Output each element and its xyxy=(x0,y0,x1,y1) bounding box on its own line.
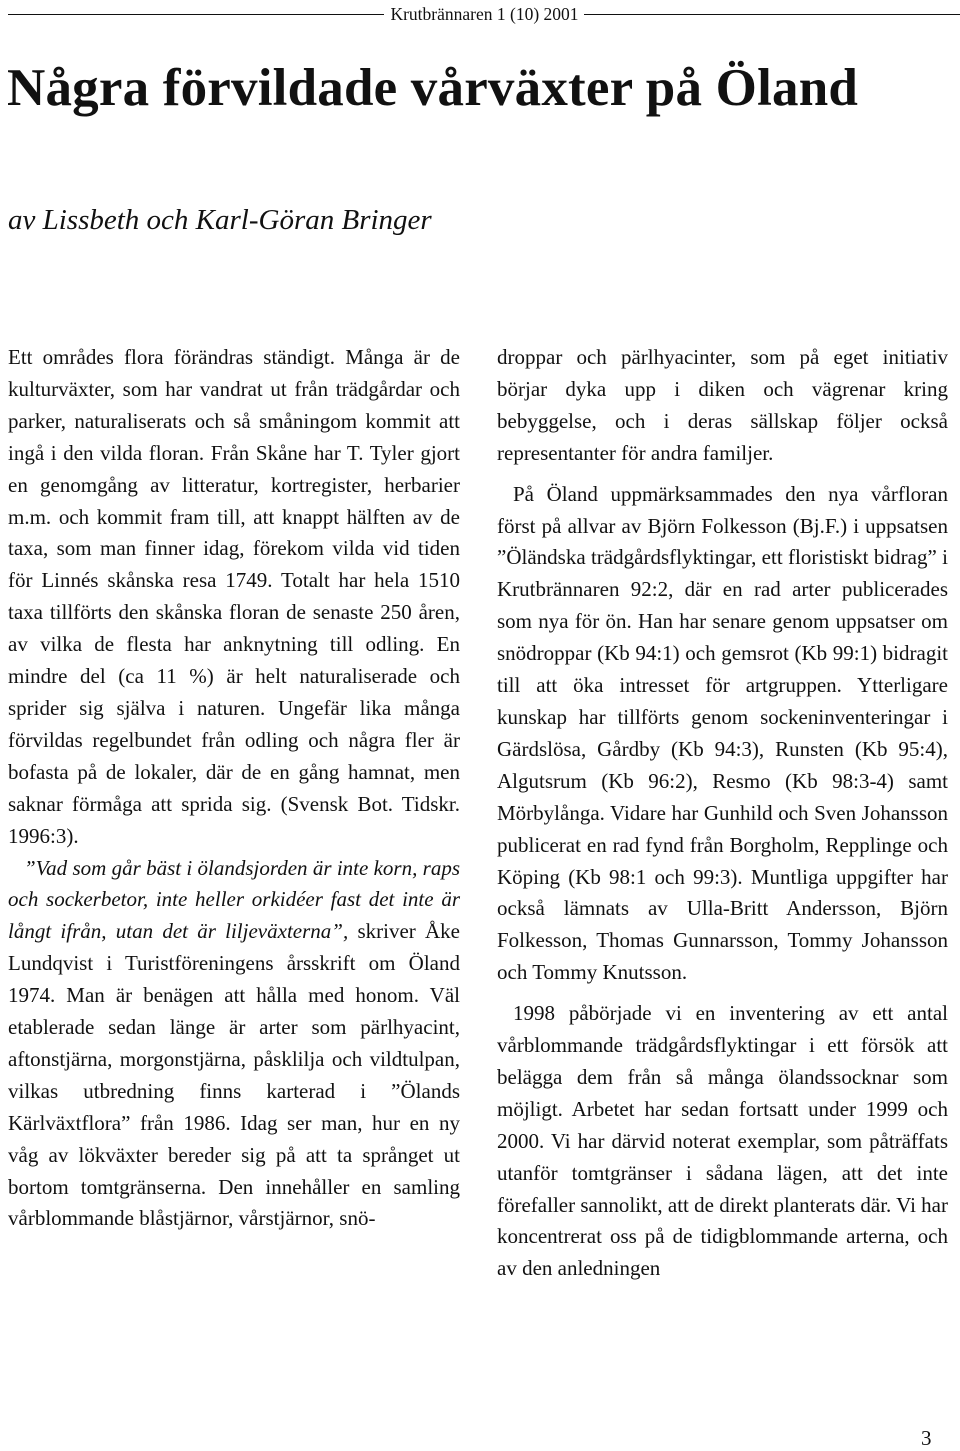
body-column-right xyxy=(497,342,948,1285)
journal-issue-label: Krutbrännaren 1 (10) 2001 xyxy=(390,3,579,24)
running-head xyxy=(8,2,960,26)
paragraph: 1998 påbörjade vi en inventering av ett antal vårblommande trädgårdsflyktingar i ett försök att belägga dem från så många ölandssocknar som möjligt. Arbetet har sedan fortsatt under 1999 och 2000. Vi har därvid noterat exemplar, som påträffats utanför tomtgränser i sådana lägen, att det inte förefaller sannolikt, att de direkt planterats där. Vi har koncentrerat oss på de tidigblommande arterna, och av den anledningen xyxy=(497,1001,948,1281)
article-byline: av Lissbeth och Karl-Göran Bringer xyxy=(8,204,432,236)
header-rule-left xyxy=(8,14,384,15)
body-column-left xyxy=(8,342,460,1235)
paragraph: På Öland uppmärksammades den nya vårfloran först på allvar av Björn Folkesson (Bj.F.) i uppsatsen ”Öländska trädgårdsflyktingar, ett floristiskt bidrag” i Krutbrännaren 92:2, där en rad arter publicerades som nya för ön. Han har senare genom uppsatser om snödroppar (Kb 94:1) och gemsrot (Kb 99:1) bidragit till att öka intresset för artgruppen. Ytterligare kunskap har tillförts genom sockeninventeringar i Gärdslösa, Gårdby (Kb 94:3), Runsten (Kb 95:4), Algutsrum (Kb 96:2), Resmo (Kb 98:3-4) samt Mörbylånga. Vidare har Gunhild och Sven Johansson publicerat en rad fynd från Borgholm, Repplinge och Köping (Kb 98:1 och 99:3). Muntliga uppgifter har också lämnats av Ulla-Britt Andersson, Björn Folkesson, Thomas Gunnarsson, Tommy Johansson och Tommy Knutsson. xyxy=(497,481,948,985)
paragraph-text: skriver Åke Lundqvist i Turistföreningens årsskrift om Öland 1974. Man är benägen att hålla med honom. Väl etablerade sedan länge är arter som pärlhyacint, aftonstjärna, morgonstjärna, påsklilja och vildtulpan, vilkas utbredning finns karterad i ”Ölands Kärlväxtflora” från 1986. Idag ser man, hur en ny våg av lökväxter bereder sig på att ta språnget ut bortom tomtgränserna. Den innehåller en samling vårblommande blåstjärnor, vårstjärnor, snö- xyxy=(8,919,460,1231)
paragraph: droppar och pärlhyacinter, som på eget initiativ börjar dyka upp i diken och vägrenar kring bebyggelse, och i deras sällskap följer också representanter för andra familjer. xyxy=(497,345,948,465)
page-number: 3 xyxy=(921,1426,932,1450)
paragraph-quote xyxy=(8,853,460,1236)
paragraph: Ett områdes flora förändras ständigt. Många är de kulturväxter, som har vandrat ut från trädgårdar och parker, naturaliserats och så småningom kommit att ingå i den vilda floran. Från Skåne har T. Tyler gjort en genomgång av litteratur, kortregister, herbarier m.m. och kommit fram till, att knappt hälften av de taxa, som man finner idag, förekom vilda vid tiden för Linnés skånska resa 1749. Totalt har hela 1510 taxa tillförts den skånska floran de senaste 250 åren, av vilka de flesta har anknytning till odling. En mindre del (ca 11 %) är helt naturaliserade och sprider sig själva i naturen. Ungefär lika många förvildas regelbundet från odling och några fler är bofasta på de lokaler, där de en gång hamnat, men saknar förmåga att sprida sig. (Svensk Bot. Tidskr. 1996:3). xyxy=(8,345,460,848)
quoted-text: ”Vad som går bäst i ölandsjorden är inte korn, raps och sockerbetor, inte heller orkidéer fast det inte är långt ifrån, utan det är liljeväxterna”, xyxy=(8,855,460,944)
article-title: Några förvildade vårväxter på Öland xyxy=(7,59,859,117)
header-rule-right xyxy=(584,14,960,15)
